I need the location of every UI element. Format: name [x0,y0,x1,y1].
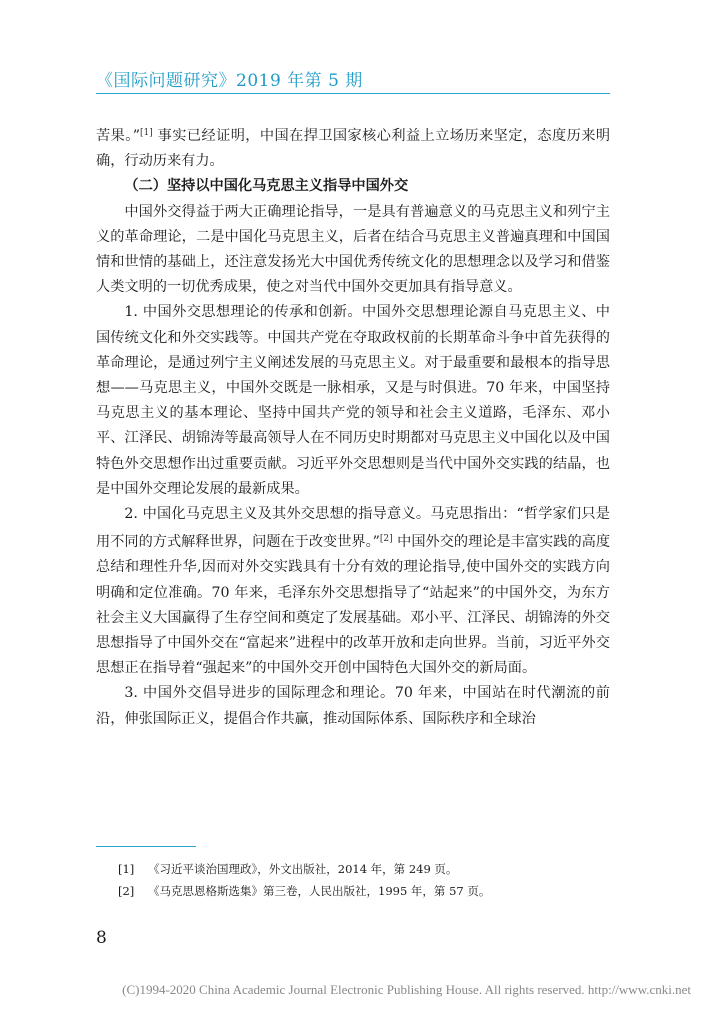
footnote-text: 《马克思恩格斯选集》第三卷，人民出版社，1995 年，第 57 页。 [148,884,491,898]
copyright-watermark: (C)1994-2020 China Academic Journal Electronic Publishing House. All rights reserved. http://www.cnki.net [122,982,691,997]
page-number: 8 [96,928,107,948]
section-heading: （二）坚持以中国化马克思主义指导中国外交 [124,178,409,195]
paragraph-text: 中国外交的理论是丰富实践的高度总结和理性升华,因而对外交实践具有十分有效的理论指导,使中国外交的实践方向明确和定位准确。70 年来，毛泽东外交思想指导了“站起来”的中国外交，为东方社会主义大国赢得了生存空间和奠定了发展基础。邓小平、江泽民、胡锦涛的外交思想指导了中国外交在“富起来”进程中的改革开放和走向世界。当前，习近平外交思想正在指导着“强起来”的中国外交开创中国特色大国外交的新局面。 [96,534,611,677]
running-header: 《国际问题研究》2019 年第 5 期 [96,71,363,91]
paragraph-continuation [96,121,610,174]
paragraph-point-3: 3. 中国外交倡导进步的国际理念和理论。70 年来，中国站在时代潮流的前沿，伸张国际正义，提倡合作共赢，推动国际体系、国际秩序和全球治 [96,685,610,727]
citation-ref-1[interactable]: [1] [139,128,153,138]
footnote-text: 《习近平谈治国理政》，外文出版社，2014 年，第 249 页。 [148,862,458,876]
paragraph-text: 2. 中国化马克思主义及其外交思想的指导意义。马克思指出：“哲学家们只是用不同的方式解释世界，问题在于改变世界。” [96,506,610,551]
footnotes [118,858,608,902]
footnote-divider [96,846,196,847]
paragraph-text: 苦果。” [96,128,140,144]
header-divider [96,93,610,94]
footnote-item [118,880,608,902]
paragraph-point-1: 1. 中国外交思想理论的传承和创新。中国外交思想理论源自马克思主义、中国传统文化和外交实践等。中国共产党在夺取政权前的长期革命斗争中首先获得的革命理论，是通过列宁主义阐述发展的马克思主义。对于最重要和最根本的指导思想——马克思主义，中国外交既是一脉相承，又是与时俱进。70 年来，中国坚持马克思主义的基本理论、坚持中国共产党的领导和社会主义道路，毛泽东、邓小平、江泽民、胡锦涛等最高领导人在不同历史时期都对马克思主义中国化以及中国特色外交思想作出过重要贡献。习近平外交思想则是当代中国外交实践的结晶，也是中国外交理论发展的最新成果。 [96,304,610,497]
paragraph-point-2 [96,502,610,681]
footnote-number: [1] [118,862,135,876]
footnote-item [118,858,608,880]
citation-ref-2[interactable]: [2] [379,534,393,545]
article-body [96,121,610,732]
footnote-number: [2] [118,884,135,898]
paragraph-intro: 中国外交得益于两大正确理论指导，一是具有普遍意义的马克思主义和列宁主义的革命理论，二是中国化马克思主义，后者在结合马克思主义普遍真理和中国国情和世情的基础上，还注意发扬光大中国优秀传统文化的思想理念以及学习和借鉴人类文明的一切优秀成果，使之对当代中国外交更加具有指导意义。 [96,203,610,296]
paragraph-text: 事实已经证明，中国在捍卫国家核心利益上立场历来坚定，态度历来明确，行动历来有力。 [96,128,611,170]
